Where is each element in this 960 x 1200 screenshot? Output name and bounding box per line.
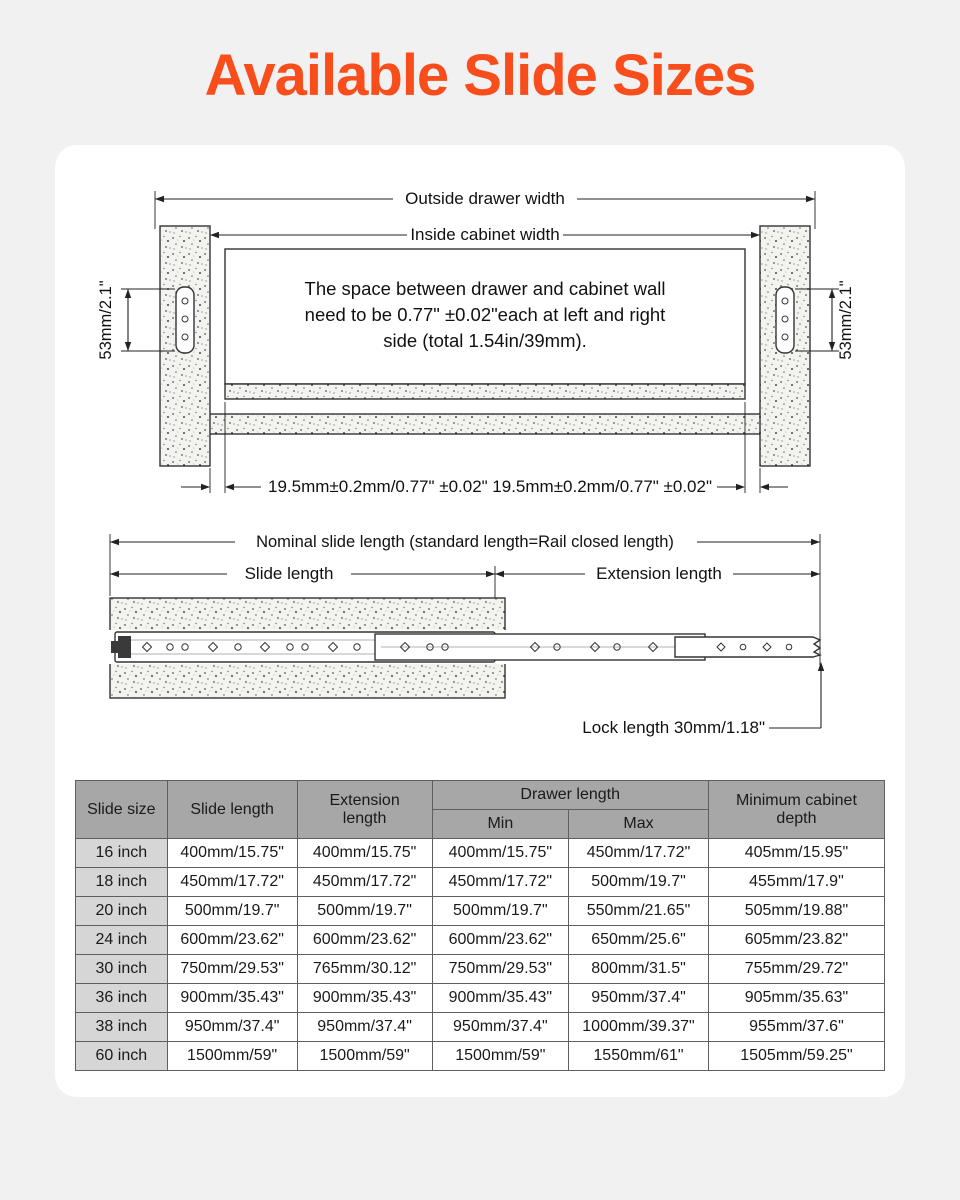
cell-drawer-min: 900mm/35.43" [432,984,569,1013]
svg-text:side (total 1.54in/39mm).: side (total 1.54in/39mm). [383,330,587,351]
cell-drawer-min: 950mm/37.4" [432,1013,569,1042]
svg-text:The space between drawer and c: The space between drawer and cabinet wall [304,278,666,299]
table-row [76,1013,885,1042]
cell-slide-length: 750mm/29.53" [167,955,297,984]
cell-extension-length: 450mm/17.72" [297,868,432,897]
nominal-length-label: Nominal slide length (standard length=Rail closed length) [256,533,674,551]
outside-width-label: Outside drawer width [405,189,565,208]
cell-slide-size: 60 inch [76,1042,168,1071]
table-row [76,868,885,897]
table-row [76,984,885,1013]
cell-drawer-max: 1000mm/39.37" [569,1013,709,1042]
cell-slide-size: 20 inch [76,897,168,926]
cell-cabinet-depth: 455mm/17.9" [708,868,884,897]
cell-slide-size: 38 inch [76,1013,168,1042]
outside-width-dimension [155,189,815,229]
table-row [76,897,885,926]
extension-length-label: Extension length [596,564,722,583]
cell-cabinet-depth: 955mm/37.6" [708,1013,884,1042]
cell-extension-length: 950mm/37.4" [297,1013,432,1042]
inside-width-dimension [210,225,760,244]
cell-slide-size: 18 inch [76,868,168,897]
cell-slide-length: 900mm/35.43" [167,984,297,1013]
cell-extension-length: 600mm/23.62" [297,926,432,955]
cell-drawer-min: 500mm/19.7" [432,897,569,926]
middle-rail [375,634,705,660]
cell-slide-length: 600mm/23.62" [167,926,297,955]
cell-cabinet-depth: 1505mm/59.25" [708,1042,884,1071]
slide-length-label: Slide length [244,564,334,583]
cell-extension-length: 900mm/35.43" [297,984,432,1013]
table-row [76,1042,885,1071]
cabinet-bottom-panel [170,414,790,434]
drawer-bottom-panel [225,384,745,399]
cell-slide-length: 950mm/37.4" [167,1013,297,1042]
cell-drawer-min: 750mm/29.53" [432,955,569,984]
cell-cabinet-depth: 755mm/29.72" [708,955,884,984]
slide-profile-left-icon [176,287,194,353]
cell-slide-length: 400mm/15.75" [167,839,297,868]
cell-drawer-min: 400mm/15.75" [432,839,569,868]
cell-drawer-max: 650mm/25.6" [569,926,709,955]
cell-cabinet-depth: 405mm/15.95" [708,839,884,868]
header-drawer-length: Drawer length [432,781,708,810]
header-slide-length: Slide length [167,781,297,839]
cell-extension-length: 500mm/19.7" [297,897,432,926]
cell-drawer-max: 1550mm/61" [569,1042,709,1071]
slide-sizes-table [75,780,885,1071]
cell-slide-length: 1500mm/59" [167,1042,297,1071]
gap-label-left: 19.5mm±0.2mm/0.77" ±0.02" [268,477,488,496]
cell-cabinet-depth: 905mm/35.63" [708,984,884,1013]
page-title: Available Slide Sizes [204,43,756,108]
header-drawer-min: Min [432,810,569,839]
content-card [55,145,905,1097]
cell-slide-size: 30 inch [76,955,168,984]
cell-slide-size: 16 inch [76,839,168,868]
cell-extension-length: 400mm/15.75" [297,839,432,868]
extension-length-dimension [495,564,820,583]
cell-slide-length: 450mm/17.72" [167,868,297,897]
cell-cabinet-depth: 605mm/23.82" [708,926,884,955]
table-row [76,955,885,984]
slide-height-label-right: 53mm/2.1" [837,280,855,360]
slide-length-diagram [75,526,885,758]
inside-width-label: Inside cabinet width [410,225,560,244]
inner-rail [675,637,820,657]
cell-drawer-max: 450mm/17.72" [569,839,709,868]
slide-profile-right-icon [776,287,794,353]
cell-drawer-min: 450mm/17.72" [432,868,569,897]
cell-drawer-max: 500mm/19.7" [569,868,709,897]
cell-drawer-min: 1500mm/59" [432,1042,569,1071]
cell-drawer-max: 950mm/37.4" [569,984,709,1013]
header-drawer-max: Max [569,810,709,839]
drawer-width-diagram [75,171,885,516]
cell-slide-length: 500mm/19.7" [167,897,297,926]
cell-drawer-min: 600mm/23.62" [432,926,569,955]
slide-height-label-left: 53mm/2.1" [97,280,115,360]
cell-slide-size: 36 inch [76,984,168,1013]
lock-length-label: Lock length 30mm/1.18" [582,718,765,737]
header-slide-size: Slide size [76,781,168,839]
cell-drawer-max: 550mm/21.65" [569,897,709,926]
cell-cabinet-depth: 505mm/19.88" [708,897,884,926]
cell-drawer-max: 800mm/31.5" [569,955,709,984]
table-row [76,926,885,955]
table-row [76,839,885,868]
svg-text:need to be 0.77" ±0.02"each at: need to be 0.77" ±0.02"each at left and right [304,304,666,325]
gap-label-right: 19.5mm±0.2mm/0.77" ±0.02" [492,477,712,496]
cell-extension-length: 765mm/30.12" [297,955,432,984]
lock-length-dimension [582,662,824,737]
header-extension-length: Extension length [297,781,432,839]
cell-extension-length: 1500mm/59" [297,1042,432,1071]
header-min-cabinet-depth: Minimum cabinet depth [708,781,884,839]
cell-slide-size: 24 inch [76,926,168,955]
